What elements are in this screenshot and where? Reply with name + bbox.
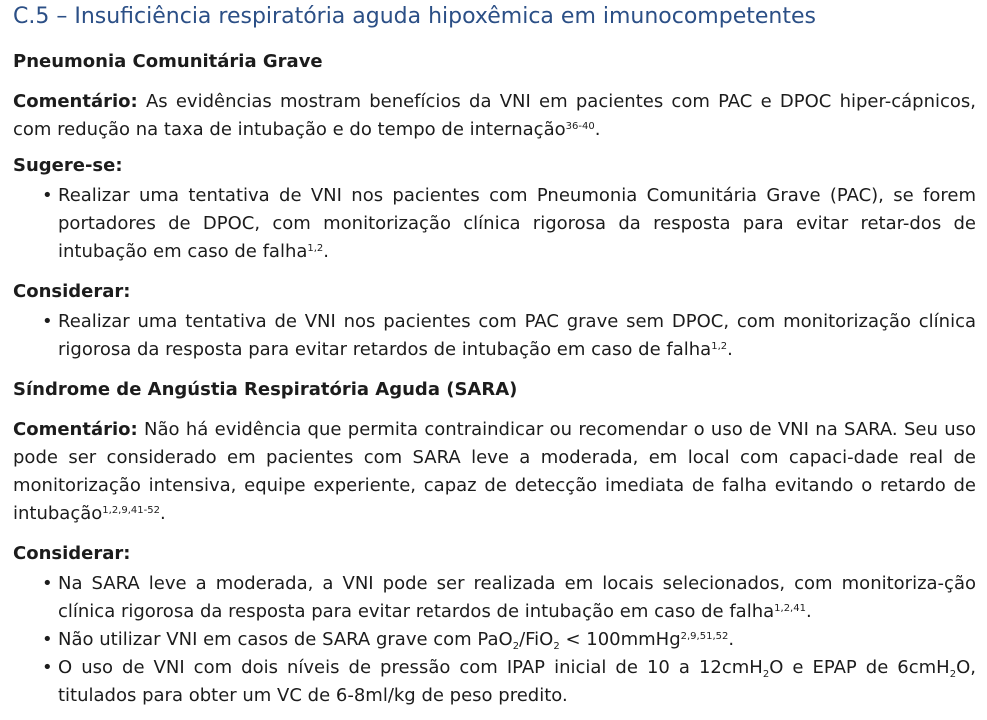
consider-label: Considerar: (13, 281, 131, 302)
consider-label: Considerar: (13, 543, 131, 564)
comment-label: Comentário: (13, 419, 138, 440)
list-item: • Realizar uma tentativa de VNI nos pacientes com PAC grave sem DPOC, com monitorização clínica rigorosa da resposta para evitar retardos de intubação em caso de falha$^{1,2}$. (13, 308, 976, 364)
comment-paragraph-pneumonia: Comentário: As evidências mostram benefícios da VNI em pacientes com PAC e DPOC hiper-cápnicos, com redução na taxa de intubação e do tempo de internação$^{36-40}$. (13, 91, 976, 140)
suggest-list (13, 182, 976, 266)
section-heading-pneumonia: Pneumonia Comunitária Grave (13, 51, 323, 72)
list-item: • O uso de VNI com dois níveis de pressão com IPAP inicial de 10 a 12cmH$_2$O e EPAP de 6cmH$_2$O, titulados para obter um VC de 6-8ml/kg de peso predito. (13, 654, 976, 710)
list-item: • Não utilizar VNI em casos de SARA grave com PaO$_2$/FiO$_2$ < 100mmHg$^{2,9,51,52}$. (13, 626, 976, 654)
reference-superscript: 1,2,41 (774, 603, 806, 614)
consider-list (13, 308, 976, 364)
section-heading-sara: Síndrome de Angústia Respiratória Aguda (SARA) (13, 379, 518, 400)
list-item: • Realizar uma tentativa de VNI nos pacientes com Pneumonia Comunitária Grave (PAC), se forem portadores de DPOC, com monitorização clínica rigorosa da resposta para evitar retar-dos de intubação em caso de falha$^{1,2}$. (13, 182, 976, 266)
comment-label: Comentário: (13, 91, 138, 112)
reference-superscript: 2,9,51,52 (680, 631, 729, 642)
reference-superscript: 1,2 (307, 243, 324, 254)
reference-superscript: 36-40 (565, 121, 595, 132)
page-title: C.5 – Insuficiência respiratória aguda hipoxêmica em imunocompetentes (13, 4, 816, 29)
comment-text: As evidências mostram benefícios da VNI em pacientes com PAC e DPOC hiper-cápnicos, com redução na taxa de intubação e do tempo de internação (13, 91, 976, 140)
reference-superscript: 1,2,9,41-52 (102, 505, 160, 516)
suggest-label: Sugere-se: (13, 155, 123, 176)
list-item: • Na SARA leve a moderada, a VNI pode ser realizada em locais selecionados, com monitoriza-ção clínica rigorosa da resposta para evitar retardos de intubação em caso de falha$^{1,2,41}$. (13, 570, 976, 626)
reference-superscript: 1,2 (711, 341, 728, 352)
comment-paragraph-sara: Comentário: Não há evidência que permita contraindicar ou recomendar o uso de VNI na SARA. Seu uso pode ser considerado em pacientes com SARA leve a moderada, em local com capaci-dade real de monitorização intensiva, equipe experiente, capaz de detecção imediata de falha evitando o retardo de intubação$^{1,2,9,41-52}$. (13, 419, 976, 524)
consider-list (13, 570, 976, 710)
comment-text: Não há evidência que permita contraindicar ou recomendar o uso de VNI na SARA. Seu uso pode ser considerado em pacientes com SARA leve a moderada, em local com capaci-dade real de monitorização intensiva, equipe experiente, capaz de detecção imediata de falha evitando o retardo de intubação (13, 419, 976, 524)
